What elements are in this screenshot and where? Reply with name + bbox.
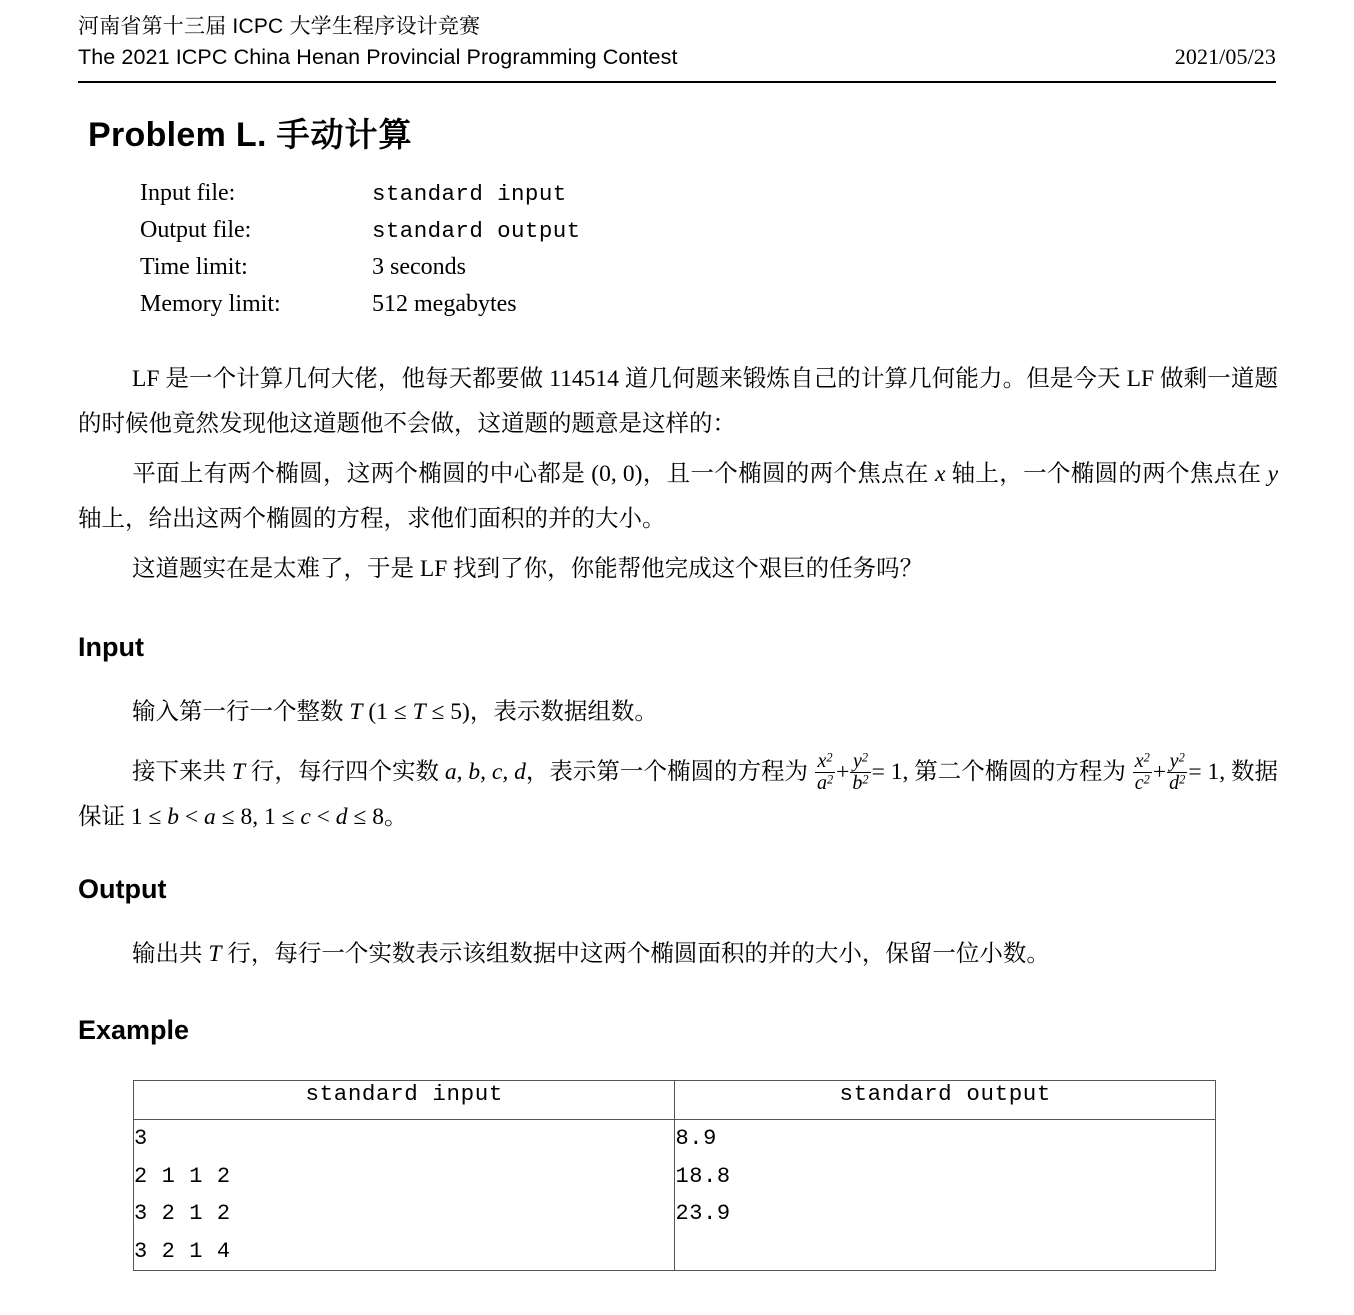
problem-label: Problem L. <box>88 116 267 154</box>
problem-name: 手动计算 <box>276 116 413 153</box>
frac-den-exponent: 2 <box>826 772 834 787</box>
page-header <box>78 12 1276 72</box>
meta-row <box>140 180 760 217</box>
contest-title-cn: 河南省第十三届 ICPC 大学生程序设计竞赛 <box>78 15 481 38</box>
meta-row <box>140 254 760 291</box>
fraction-denominator <box>1133 773 1152 794</box>
frac-num-exponent: 2 <box>1178 750 1185 765</box>
fraction-denominator <box>815 773 835 794</box>
frac-den-base: b <box>852 772 863 795</box>
frac-num-base: y <box>852 750 862 773</box>
input-l2-d: 第二个椭圆的方程为 <box>908 759 1132 785</box>
frac-num-exponent: 2 <box>1143 750 1150 765</box>
input-section-line1-wrap <box>78 690 1278 735</box>
frac-den-exponent: 2 <box>1179 772 1186 787</box>
fraction-x2-over-a2 <box>815 751 835 794</box>
statement-p2-part-b: 轴上，一个椭圆的两个焦点在 <box>945 461 1268 487</box>
equation-1-rhs: = 1, <box>871 759 909 785</box>
frac-num-exponent: 2 <box>861 750 869 765</box>
frac-num-base: x <box>1134 750 1144 773</box>
math-var-T: T <box>208 941 222 967</box>
meta-label-time-limit: Time limit: <box>140 254 248 280</box>
header-divider <box>78 81 1276 83</box>
input-l3-i: ≤ 8。 <box>347 804 408 830</box>
frac-num-base: x <box>817 750 827 773</box>
column-header-standard-input: standard input <box>134 1081 675 1120</box>
frac-num-exponent: 2 <box>826 750 833 765</box>
meta-row <box>140 217 760 254</box>
input-l3-a: 数据保证 1 ≤ <box>78 759 1278 830</box>
fraction-x2-over-c2 <box>1133 751 1152 794</box>
statement-paragraph-1 <box>78 357 1278 447</box>
statement-paragraph-3 <box>78 547 1278 592</box>
statement-p2-part-a: 平面上有两个椭圆，这两个椭圆的中心都是 (0, 0)，且一个椭圆的两个焦点在 <box>132 461 935 487</box>
math-var-y: y <box>1267 461 1278 487</box>
math-var-d: d <box>335 804 348 830</box>
equation-2-rhs: = 1, <box>1188 759 1226 785</box>
meta-value-input-file: standard input <box>372 181 567 207</box>
page-title <box>88 113 412 157</box>
table-row <box>134 1120 1216 1271</box>
input-section-line2 <box>78 750 1278 840</box>
meta-label-input-file: Input file: <box>140 180 236 206</box>
section-heading-output: Output <box>78 874 167 904</box>
fraction-numerator <box>1167 751 1187 773</box>
meta-label-memory-limit: Memory limit: <box>140 291 281 317</box>
input-l1-c: ≤ 5)，表示数据组数。 <box>425 699 658 725</box>
math-var-T: T <box>231 759 246 785</box>
statement-p1-text: LF 是一个计算几何大佬，他每天都要做 114514 道几何题来锻炼自己的计算几何能力。但是今天 LF 做剩一道题的时候他竟然发现他这道题他不会做，这道题的题意是这样的： <box>78 366 1278 437</box>
statement-paragraph-2 <box>78 452 1278 542</box>
problem-metadata <box>140 180 760 328</box>
output-section-line-wrap <box>78 932 1278 977</box>
input-l3-c: < <box>179 804 205 830</box>
example-output-cell: 8.9 18.8 23.9 <box>675 1120 1216 1271</box>
input-l2-b: 行，每行四个实数 <box>245 759 445 785</box>
math-vars-abcd: a, b, c, d <box>444 759 526 785</box>
input-l2-a: 接下来共 <box>132 759 232 785</box>
output-section-line <box>78 932 1278 977</box>
input-section-line1 <box>78 690 1278 735</box>
input-l1-b: (1 ≤ <box>362 699 413 725</box>
statement-paragraph-2-wrap <box>78 452 1278 542</box>
column-header-standard-output: standard output <box>675 1081 1216 1120</box>
contest-header-row <box>78 42 1276 72</box>
fraction-y2-over-d2 <box>1167 751 1187 794</box>
frac-num-base: y <box>1169 750 1179 773</box>
input-section-line2-wrap <box>78 750 1278 840</box>
contest-date: 2021/05/23 <box>1174 44 1276 69</box>
equation-ellipse-2 <box>1132 750 1226 795</box>
example-input-cell: 3 2 1 1 2 3 2 1 2 3 2 1 4 <box>134 1120 675 1271</box>
meta-value-output-file: standard output <box>372 218 581 244</box>
section-heading-example: Example <box>78 1015 190 1045</box>
input-l3-e: ≤ 8, 1 ≤ <box>215 804 301 830</box>
meta-value-time-limit: 3 seconds <box>372 254 466 280</box>
fraction-denominator <box>1167 773 1187 794</box>
fraction-numerator <box>1133 751 1152 773</box>
frac-den-exponent: 2 <box>1143 772 1150 787</box>
contest-title-en: The 2021 ICPC China Henan Provincial Programming Contest <box>78 45 678 69</box>
math-var-b: b <box>167 804 180 830</box>
math-var-a: a <box>204 804 216 830</box>
math-var-c: c <box>300 804 311 830</box>
input-l1-a: 输入第一行一个整数 <box>132 699 350 725</box>
statement-paragraph-3-wrap <box>78 547 1278 592</box>
section-heading-input: Input <box>78 632 144 662</box>
table-header-row <box>134 1081 1216 1120</box>
frac-den-exponent: 2 <box>862 772 869 787</box>
math-var-x: x <box>934 461 946 487</box>
statement-p2-part-c: 轴上，给出这两个椭圆的方程，求他们面积的并的大小。 <box>78 506 666 532</box>
input-l3-g: < <box>310 804 336 830</box>
statement-paragraph-1-wrap <box>78 357 1278 447</box>
fraction-y2-over-b2 <box>850 751 870 794</box>
math-var-T: T <box>349 699 363 725</box>
input-l2-c: ，表示第一个椭圆的方程为 <box>525 759 814 785</box>
math-var-T: T <box>412 699 426 725</box>
meta-row <box>140 291 760 328</box>
meta-value-memory-limit: 512 megabytes <box>372 291 517 317</box>
frac-den-base: d <box>1169 772 1180 795</box>
statement-p3-text: 这道题实在是太难了，于是 LF 找到了你，你能帮他完成这个艰巨的任务吗？ <box>132 556 924 582</box>
example-table <box>133 1080 1216 1271</box>
output-l-b: 行，每行一个实数表示该组数据中这两个椭圆面积的并的大小，保留一位小数。 <box>221 941 1050 967</box>
fraction-numerator <box>815 751 835 773</box>
fraction-numerator <box>850 751 870 773</box>
equation-ellipse-1 <box>814 750 909 795</box>
meta-label-output-file: Output file: <box>140 217 252 243</box>
frac-den-base: c <box>1134 772 1144 795</box>
math-plus-operator: + <box>836 759 850 785</box>
output-l-a: 输出共 <box>132 941 209 967</box>
frac-den-base: a <box>816 772 827 795</box>
math-plus-operator: + <box>1152 759 1167 785</box>
fraction-denominator <box>850 773 870 794</box>
